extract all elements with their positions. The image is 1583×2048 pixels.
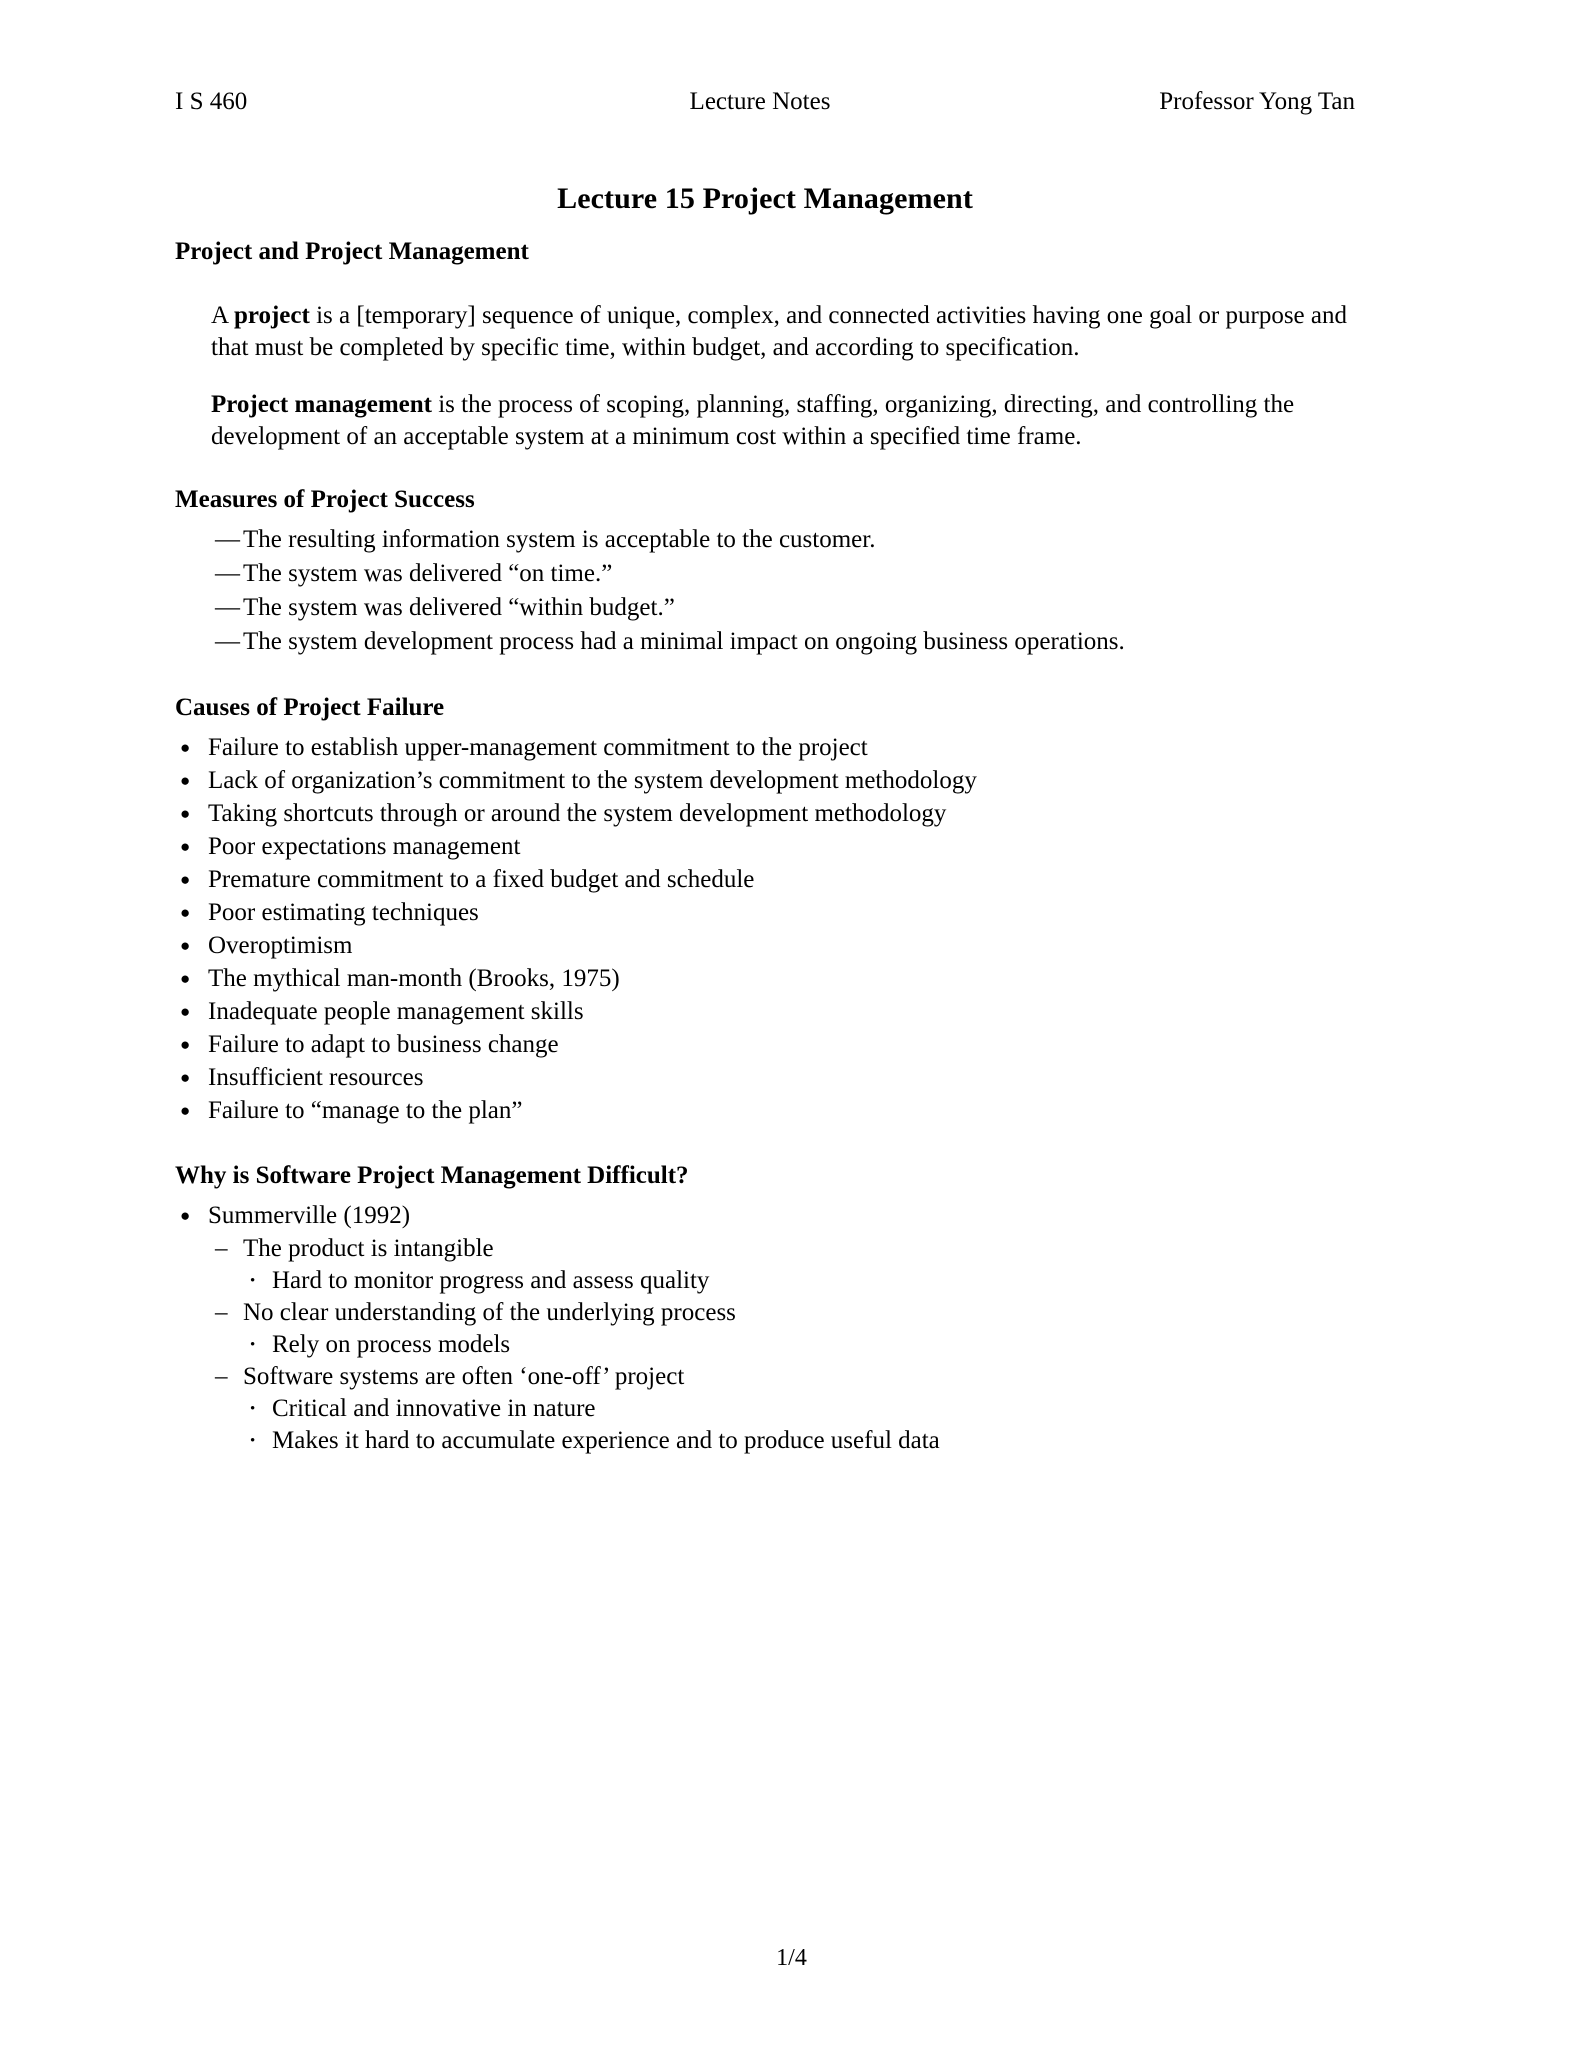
spacer bbox=[175, 514, 1350, 524]
list-item bbox=[175, 1233, 1350, 1265]
list-item-label: Summerville (1992) bbox=[208, 1202, 411, 1229]
running-head bbox=[175, 88, 1355, 116]
list-item-label: The system development process had a minimal impact on ongoing business operations. bbox=[243, 628, 1125, 655]
en-dash-icon: – bbox=[215, 1235, 228, 1262]
bullet-icon: ● bbox=[180, 738, 191, 757]
spacer bbox=[175, 266, 1350, 300]
list-item-label: Software systems are often ‘one-off’ project bbox=[243, 1363, 685, 1390]
list-item bbox=[175, 1265, 1350, 1297]
page-footer bbox=[0, 1945, 1583, 1972]
spacer bbox=[175, 1128, 1350, 1162]
list-item-label: The product is intangible bbox=[243, 1235, 494, 1262]
bullet-icon: ● bbox=[180, 903, 191, 922]
list-item-label: Lack of organization’s commitment to the system development methodology bbox=[208, 767, 977, 794]
bullet-icon: ● bbox=[180, 1206, 191, 1225]
list-item-label: Overoptimism bbox=[208, 932, 353, 959]
list-item bbox=[175, 558, 1350, 590]
paragraph-bold-term: project bbox=[233, 302, 310, 329]
list-item-label: Taking shortcuts through or around the system development methodology bbox=[208, 800, 947, 827]
list-item-label: Makes it hard to accumulate experience and to produce useful data bbox=[272, 1427, 940, 1454]
list-item-label: Hard to monitor progress and assess quality bbox=[272, 1267, 710, 1294]
bullet-icon: ● bbox=[180, 771, 191, 790]
list-item bbox=[175, 626, 1350, 658]
list-item bbox=[175, 831, 1350, 863]
list-item bbox=[175, 897, 1350, 929]
list-item-label: Premature commitment to a fixed budget and schedule bbox=[208, 866, 755, 893]
small-bullet-icon: • bbox=[250, 1401, 256, 1417]
list-item-label: Rely on process models bbox=[272, 1331, 511, 1358]
list-item bbox=[175, 798, 1350, 830]
list-item bbox=[175, 1393, 1350, 1425]
em-dash-icon: — bbox=[215, 628, 240, 655]
spacer bbox=[175, 660, 1350, 694]
small-bullet-icon: • bbox=[250, 1433, 256, 1449]
page-number: 1/4 bbox=[776, 1945, 807, 1971]
bullet-icon: ● bbox=[180, 1035, 191, 1054]
document-body bbox=[175, 238, 1350, 1457]
list-item bbox=[175, 732, 1350, 764]
running-head-doctype: Lecture Notes bbox=[689, 88, 831, 115]
list-item bbox=[175, 1029, 1350, 1061]
em-dash-icon: — bbox=[215, 594, 240, 621]
bullet-icon: ● bbox=[180, 1068, 191, 1087]
list-item bbox=[175, 1200, 1350, 1232]
list-item bbox=[175, 1361, 1350, 1393]
spacer bbox=[175, 452, 1350, 486]
list-item bbox=[175, 864, 1350, 896]
list-item-label: Insufficient resources bbox=[208, 1064, 424, 1091]
list-item-label: Poor expectations management bbox=[208, 833, 521, 860]
bullet-icon: ● bbox=[180, 837, 191, 856]
paragraph-rest: is the process of scoping, planning, staffing, organizing, directing, and controlling the development of an acceptable system at a minimum cost within a specified time frame. bbox=[211, 391, 1295, 450]
list-item-label: Failure to adapt to business change bbox=[208, 1031, 559, 1058]
list-item bbox=[175, 1297, 1350, 1329]
running-head-instructor: Professor Yong Tan bbox=[1159, 88, 1355, 115]
list-item-label: The system was delivered “within budget.” bbox=[243, 594, 675, 621]
paragraph-bold-term: Project management bbox=[211, 391, 432, 418]
list-item-label: Failure to “manage to the plan” bbox=[208, 1097, 523, 1124]
page-title: Lecture 15 Project Management bbox=[557, 182, 973, 215]
list-item-label: Inadequate people management skills bbox=[208, 998, 584, 1025]
list-item bbox=[175, 930, 1350, 962]
list-item bbox=[175, 1329, 1350, 1361]
en-dash-icon: – bbox=[215, 1299, 228, 1326]
list-item bbox=[175, 1425, 1350, 1457]
paragraph-project-management-definition bbox=[175, 389, 1350, 452]
spacer bbox=[175, 722, 1350, 732]
bullet-icon: ● bbox=[180, 804, 191, 823]
list-item-label: Critical and innovative in nature bbox=[272, 1395, 596, 1422]
small-bullet-icon: • bbox=[250, 1273, 256, 1289]
list-item bbox=[175, 963, 1350, 995]
list-item-label: Poor estimating techniques bbox=[208, 899, 479, 926]
paragraph-rest: is a [temporary] sequence of unique, complex, and connected activities having one goal or purpose and that must be completed by specific time, within budget, and according to specification. bbox=[211, 302, 1347, 361]
section-heading-causes-of-project-failure: Causes of Project Failure bbox=[175, 694, 445, 721]
paragraph-lead: A bbox=[211, 302, 234, 329]
list-item-label: Failure to establish upper-management commitment to the project bbox=[208, 734, 868, 761]
list-item-label: No clear understanding of the underlying process bbox=[243, 1299, 736, 1326]
bullet-icon: ● bbox=[180, 1002, 191, 1021]
paragraph-project-definition bbox=[175, 300, 1350, 363]
list-item bbox=[175, 996, 1350, 1028]
section-heading-measures-of-project-success: Measures of Project Success bbox=[175, 486, 475, 513]
list-item-label: The system was delivered “on time.” bbox=[243, 560, 613, 587]
bullet-icon: ● bbox=[180, 969, 191, 988]
section-heading-project-and-project-management: Project and Project Management bbox=[175, 238, 529, 265]
en-dash-icon: – bbox=[215, 1363, 228, 1390]
list-item bbox=[175, 592, 1350, 624]
list-item bbox=[175, 765, 1350, 797]
em-dash-icon: — bbox=[215, 560, 240, 587]
spacer bbox=[175, 363, 1350, 389]
bullet-icon: ● bbox=[180, 870, 191, 889]
small-bullet-icon: • bbox=[250, 1337, 256, 1353]
section-heading-why-is-software-project-management-difficult: Why is Software Project Management Difficult? bbox=[175, 1162, 689, 1189]
running-head-course: I S 460 bbox=[175, 88, 248, 115]
list-item-label: The resulting information system is acceptable to the customer. bbox=[243, 526, 876, 553]
list-item-label: The mythical man-month (Brooks, 1975) bbox=[208, 965, 620, 992]
bullet-icon: ● bbox=[180, 936, 191, 955]
em-dash-icon: — bbox=[215, 526, 240, 553]
list-item bbox=[175, 1095, 1350, 1127]
spacer bbox=[175, 1190, 1350, 1200]
list-item bbox=[175, 524, 1350, 556]
bullet-icon: ● bbox=[180, 1101, 191, 1120]
list-item bbox=[175, 1062, 1350, 1094]
